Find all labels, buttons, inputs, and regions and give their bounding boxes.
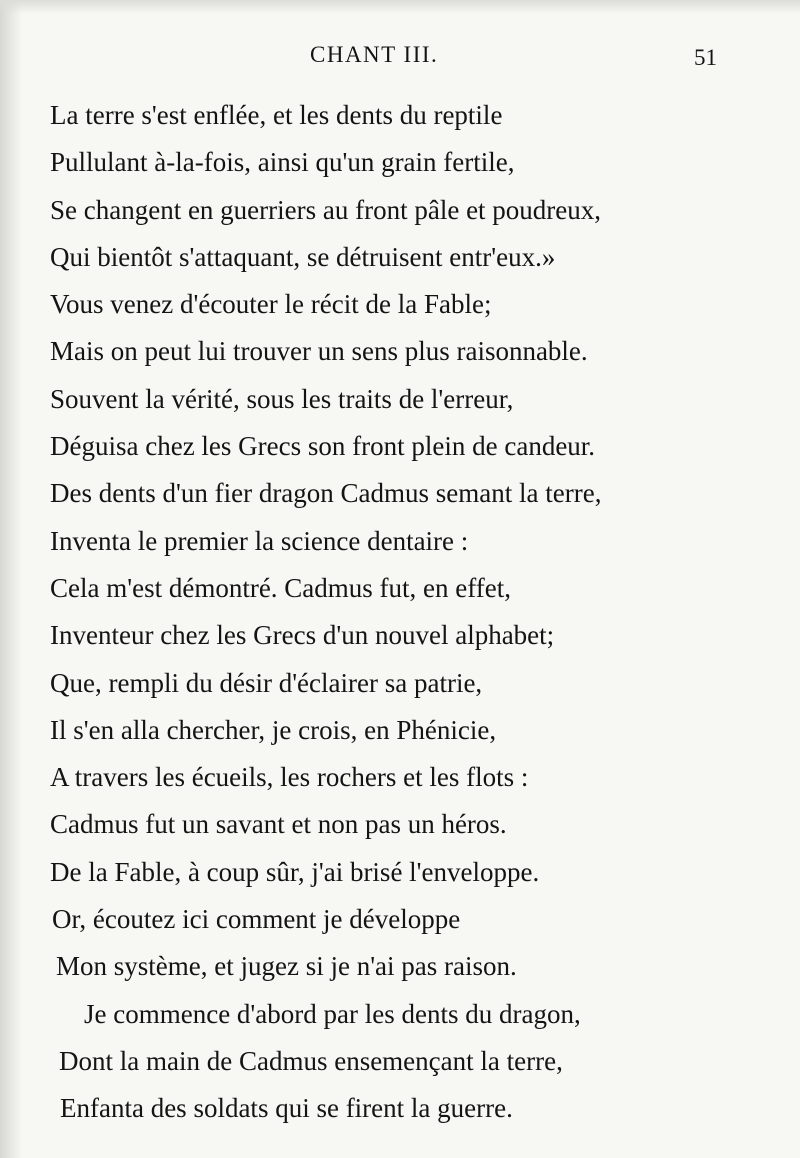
verse-line: Des dents d'un fier dragon Cadmus semant la terre, (50, 478, 602, 509)
verse-line: Dont la main de Cadmus ensemençant la terre, (59, 1045, 563, 1076)
page-top-shadow (0, 0, 800, 14)
verse-line: Inventeur chez les Grecs d'un nouvel alphabet; (50, 620, 555, 651)
verse-line: Cadmus fut un savant et non pas un héros. (50, 809, 507, 840)
stanza-first-line: Je commence d'abord par les dents du dragon, (84, 998, 581, 1029)
verse-line: De la Fable, à coup sûr, j'ai brisé l'enveloppe. (50, 856, 540, 887)
verse-line: Cela m'est démontré. Cadmus fut, en effet, (50, 572, 511, 603)
verse-line: Que, rempli du désir d'éclairer sa patrie, (50, 667, 483, 698)
page-header (0, 42, 800, 76)
verse-line: Enfanta des soldats qui se firent la guerre. (60, 1093, 513, 1124)
running-head: CHANT III. (310, 42, 439, 67)
verse-line: A travers les écueils, les rochers et les flots : (50, 762, 529, 793)
poem-text (50, 96, 750, 1137)
verse-line: Déguisa chez les Grecs son front plein de candeur. (50, 431, 596, 462)
verse-line: Mon système, et jugez si je n'ai pas raison. (56, 951, 517, 982)
verse-line: Vous venez d'écouter le récit de la Fable; (50, 289, 492, 320)
page-number: 51 (694, 45, 717, 70)
verse-line: Inventa le premier la science dentaire : (50, 525, 469, 556)
page-edge-shadow (0, 0, 22, 1158)
verse-line: Souvent la vérité, sous les traits de l'erreur, (50, 383, 514, 414)
verse-line: Or, écoutez ici comment je développe (52, 904, 461, 935)
verse-line: Se changent en guerriers au front pâle et poudreux, (50, 194, 602, 225)
verse-line: La terre s'est enflée, et les dents du reptile (50, 100, 503, 130)
verse-line: Qui bientôt s'attaquant, se détruisent entr'eux.» (50, 241, 556, 272)
verse-line: Mais on peut lui trouver un sens plus raisonnable. (50, 336, 588, 367)
verse-line: Il s'en alla chercher, je crois, en Phénicie, (50, 714, 497, 745)
verse-line: Pullulant à-la-fois, ainsi qu'un grain fertile, (50, 147, 515, 178)
